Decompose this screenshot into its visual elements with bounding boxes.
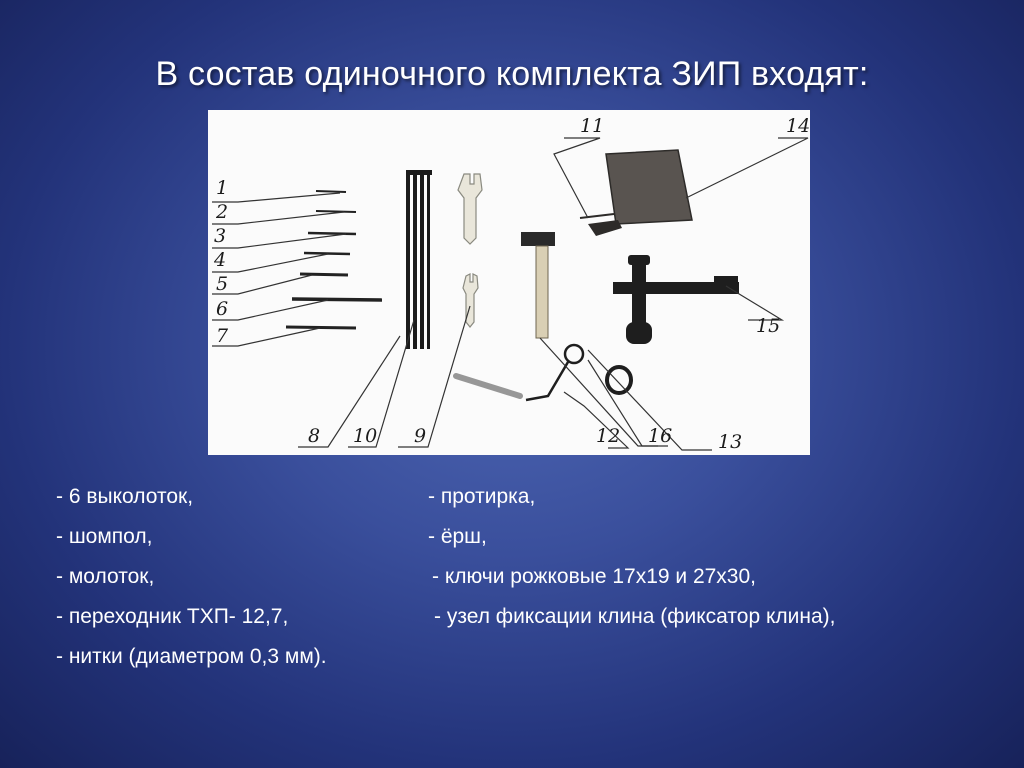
label-7: 7 — [216, 325, 229, 347]
list-item: - ёрш, — [428, 525, 487, 548]
label-5: 5 — [216, 273, 229, 295]
slide-title: В состав одиночного комплекта ЗИП входят: — [155, 55, 869, 93]
label-16: 16 — [648, 425, 673, 447]
list-item: - нитки (диаметром 0,3 мм). — [56, 645, 327, 668]
hammer — [521, 232, 555, 338]
punch-7 — [286, 327, 356, 328]
label-8: 8 — [308, 425, 321, 447]
leaders-1-7 — [212, 193, 346, 346]
zip-kit-drawing — [208, 110, 810, 455]
zip-kit-figure — [208, 110, 810, 455]
list-item: - переходник ТХП- 12,7, — [56, 605, 289, 628]
label-6: 6 — [216, 298, 229, 320]
list-left — [56, 477, 416, 677]
wedge-fixator — [613, 255, 739, 344]
list-item: - ключи рожковые 17х19 и 27х30, — [432, 565, 757, 588]
list-item: - протирка, — [428, 485, 536, 508]
label-4: 4 — [214, 249, 227, 271]
punch-6 — [292, 299, 382, 300]
wiping-pad — [580, 150, 692, 236]
list-item: - молоток, — [56, 565, 155, 588]
punch-3 — [308, 233, 356, 234]
label-2: 2 — [216, 201, 229, 223]
label-1: 1 — [216, 177, 229, 199]
label-11: 11 — [580, 115, 605, 137]
list-item: - узел фиксации клина (фиксатор клина), — [434, 605, 836, 628]
label-12: 12 — [596, 425, 621, 447]
punch-5 — [300, 274, 348, 275]
punch-1 — [316, 191, 346, 192]
label-15: 15 — [756, 315, 781, 337]
label-3: 3 — [214, 225, 227, 247]
label-14: 14 — [786, 115, 810, 137]
list-item: - 6 выколоток, — [56, 485, 194, 508]
list-item: - шомпол, — [56, 525, 153, 548]
label-10: 10 — [353, 425, 378, 447]
punch-2 — [316, 211, 356, 212]
cleaning-rod — [406, 170, 432, 349]
open-end-wrenches — [458, 174, 482, 327]
adapter-ring — [607, 367, 631, 393]
label-9: 9 — [414, 425, 427, 447]
label-13: 13 — [718, 431, 743, 453]
list-right — [428, 477, 1008, 637]
bore-brush — [456, 345, 583, 400]
